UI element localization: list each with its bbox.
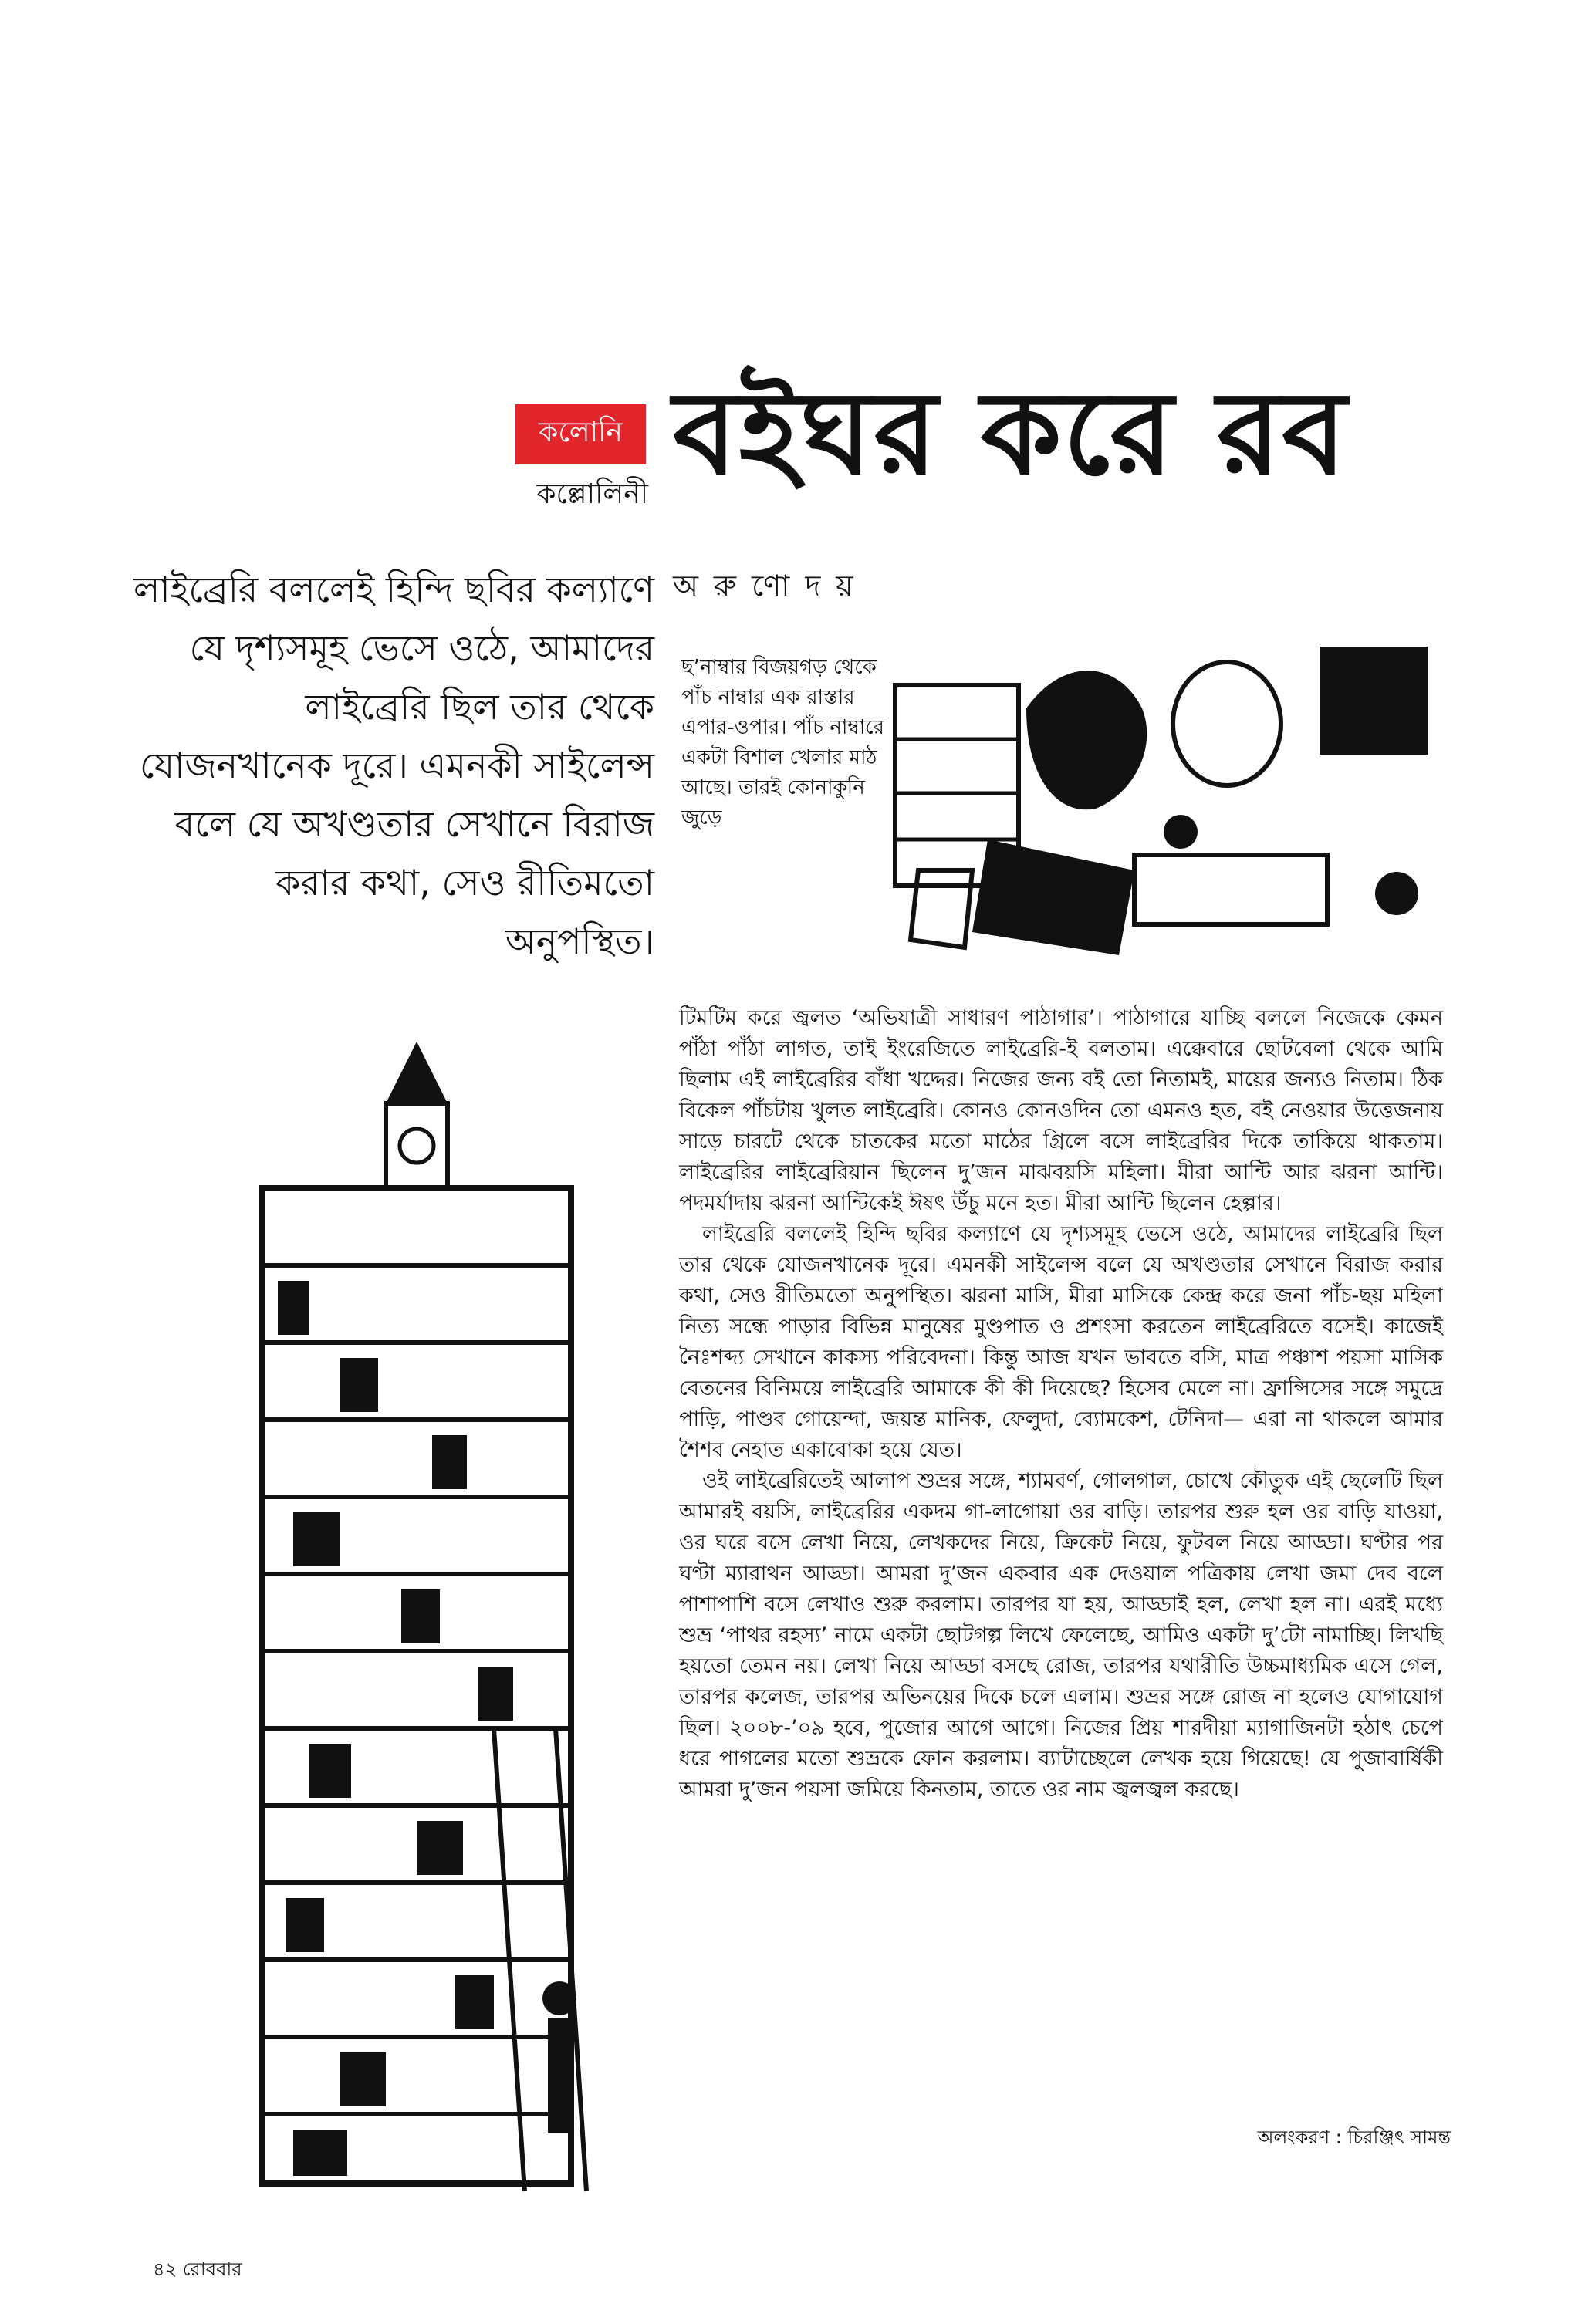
pull-quote	[131, 560, 654, 971]
body-paragraph: টিমটিম করে জ্বলত ‘অভিযাত্রী সাধারণ পাঠাগার’। পাঠাগারে যাচ্ছি বললে নিজেকে কেমন পাঁঠা পাঁঠা লাগত, তাই ইংরেজিতে লাইব্রেরি-ই বলতাম। এক্কেবারে ছোটবেলা থেকে আমি ছিলাম এই লাইব্রেরির বাঁধা খদ্দের। নিজের জন্য বই তো নিতামই, মায়ের জন্যও নিতাম। ঠিক বিকেল পাঁচটায় খুলত লাইব্রেরি। কোনও কোনওদিন তো এমনও হত, বই নেওয়ার উত্তেজনায় সাড়ে চারটে থেকে চাতকের মতো মাঠের গ্রিলে বসে লাইব্রেরির দিকে তাকিয়ে থাকতাম। লাইব্রেরির লাইব্রেরিয়ান ছিলেন দু’জন মাঝবয়সি মহিলা। মীরা আন্টি আর ঝরনা আন্টি। পদমর্যাদায় ঝরনা আন্টিকেই ঈষৎ উঁচু মনে হত। মীরা আন্টি ছিলেন হেল্পার।	[679, 1006, 1443, 1215]
body-paragraph: ওই লাইব্রেরিতেই আলাপ শুভ্রর সঙ্গে, শ্যামবর্ণ, গোলগাল, চোখে কৌতুক এই ছেলেটি ছিল আমারই বয়সি, লাইব্রেরির একদম গা-লাগোয়া ওর বাড়ি। তারপর শুরু হল ওর বাড়ি যাওয়া, ওর ঘরে বসে লেখা নিয়ে, লেখকদের নিয়ে, ক্রিকেট নিয়ে, ফুটবল নিয়ে আড্ডা। ঘণ্টার পর ঘণ্টা ম্যারাথন আড্ডা। আমরা দু’জন একবার এক দেওয়াল পত্রিকায় লেখা জমা দেব বলে পাশাপাশি বসে লেখাও শুরু করলাম। তারপর যা হয়, আড্ডাই হল, লেখা হল না। এরই মধ্যে শুভ্র ‘পাথর রহস্য’ নামে একটা ছোটগল্প লিখে ফেলেছে, আমিও একটা দু’টো নামাচ্ছি। লিখছি হয়তো তেমন নয়। লেখা নিয়ে আড্ডা বসছে রোজ, তারপর যথারীতি উচ্চমাধ্যমিক এসে গেল, তারপর কলেজ, তারপর অভিনয়ের দিকে চলে এলাম। শুভ্রর সঙ্গে রোজ না হলেও যোগাযোগ ছিল। ২০০৮-’০৯ হবে, পুজোর আগে আগে। নিজের প্রিয় শারদীয়া ম্যাগাজিনটা হঠাৎ চেপে ধরে পাগলের মতো শুভ্রকে ফোন করলাম। ব্যাটাচ্ছেলে লেখক হয়ে গিয়েছে! যে পুজাবার্ষিকী আমরা দু’জন পয়সা জমিয়ে কিনতাম, তাতে ওর নাম জ্বলজ্বল করছে।	[679, 1469, 1443, 1802]
section-subtitle: কল্লোলিনী	[536, 478, 648, 510]
book-tower-illustration	[201, 1034, 694, 2207]
article-body	[679, 1003, 1443, 1805]
headline: বইঘর করে রব	[673, 367, 1348, 501]
pull-quote-text: লাইব্রেরি বললেই হিন্দি ছবির কল্যাণে যে দৃশ্যসমূহ ভেসে ওঠে, আমাদের লাইব্রেরি ছিল তার থেকে যোজনখানেক দূরে। এমনকী সাইলেন্স বলে যে অখণ্ডতার সেখানে বিরাজ করার কথা, সেও রীতিমতো অনুপস্থিত।	[133, 569, 654, 962]
page-folio: ৪২ রোববার	[153, 2258, 242, 2280]
illustration-credit: অলংকরণ : চিরঞ্জিৎ সামন্ত	[1257, 2126, 1451, 2148]
byline: অরুণোদয়	[673, 569, 869, 603]
section-badge: কলোনি	[515, 404, 646, 464]
library-illustration	[887, 639, 1443, 986]
body-paragraph: লাইব্রেরি বললেই হিন্দি ছবির কল্যাণে যে দৃশ্যসমূহ ভেসে ওঠে, আমাদের লাইব্রেরি ছিল তার থেকে যোজনখানেক দূরে। এমনকী সাইলেন্স বলে যে অখণ্ডতার সেখানে বিরাজ করার কথা, সেও রীতিমতো অনুপস্থিত। ঝরনা মাসি, মীরা মাসিকে কেন্দ্র করে জনা পাঁচ-ছয় মহিলা নিত্য সন্ধে পাড়ার বিভিন্ন মানুষের মুণ্ডপাত ও প্রশংসা করতেন লাইব্রেরিতে বসেই। কাজেই নৈঃশব্দ্য সেখানে কাকস্য পরিবেদনা। কিন্তু আজ যখন ভাবতে বসি, মাত্র পঞ্চাশ পয়সা মাসিক বেতনের বিনিময়ে লাইব্রেরি আমাকে কী কী দিয়েছে? হিসেব মেলে না। ফ্রান্সিসের সঙ্গে সমুদ্রে পাড়ি, পাণ্ডব গোয়েন্দা, জয়ন্ত মানিক, ফেলুদা, ব্যোমকেশ, টেনিদা— এরা না থাকলে আমার শৈশব নেহাত একাবোকা হয়ে যেত।	[679, 1222, 1443, 1462]
intro-paragraph: ছ’নাম্বার বিজয়গড় থেকে পাঁচ নাম্বার এক রাস্তার এপার-ওপার। পাঁচ নাম্বারে একটা বিশাল খেলার মাঠ আছে। তারই কোনাকুনি জুড়ে	[681, 656, 884, 829]
